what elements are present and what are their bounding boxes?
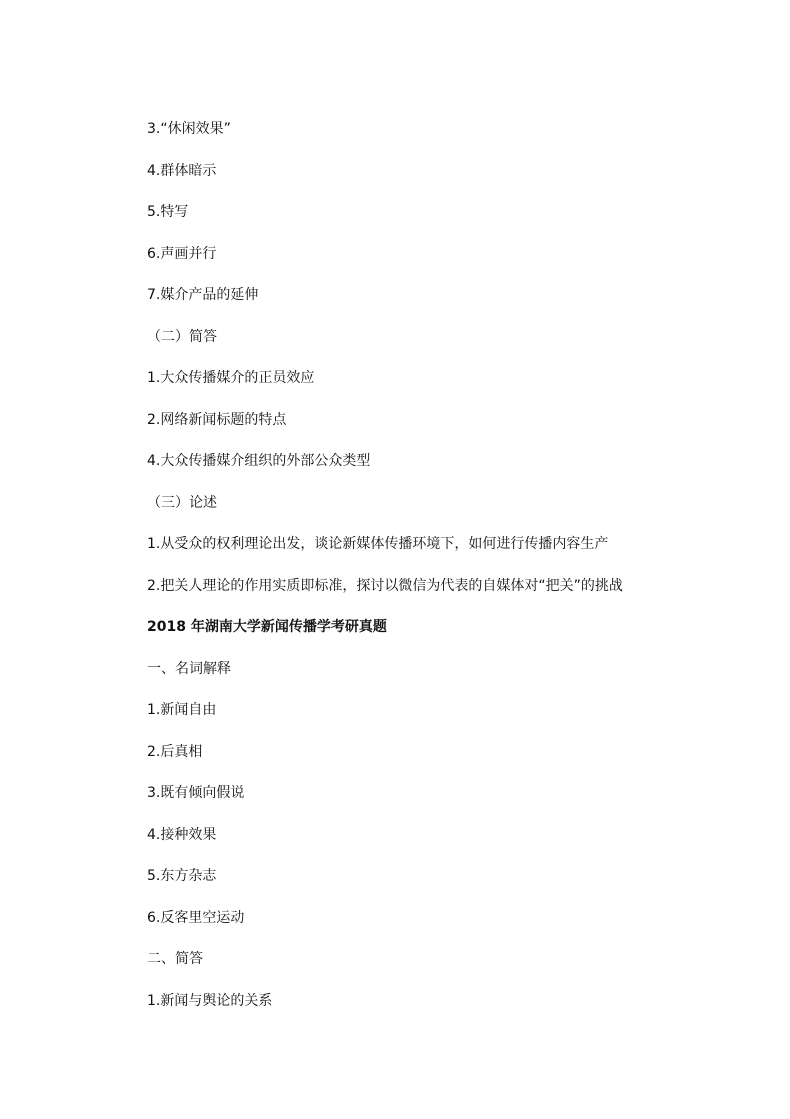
- list-item: 1.新闻与舆论的关系: [147, 992, 273, 1009]
- list-item: 1.从受众的权利理论出发，谈论新媒体传播环境下，如何进行传播内容生产: [147, 536, 609, 552]
- list-item: 2.后真相: [147, 743, 203, 760]
- list-item: 2.把关人理论的作用实质即标准，探讨以微信为代表的自媒体对“把关”的挑战: [147, 577, 623, 594]
- section-heading: 二、简答: [147, 951, 203, 967]
- exam-title: 2018 年湖南大学新闻传播学考研真题: [147, 619, 387, 635]
- list-item: 1.大众传播媒介的正员效应: [147, 370, 315, 386]
- list-item: 4.大众传播媒介组织的外部公众类型: [147, 453, 371, 469]
- list-item: 2.网络新闻标题的特点: [147, 411, 287, 428]
- list-item: 1.新闻自由: [147, 702, 217, 718]
- list-item: 5.东方杂志: [147, 868, 217, 884]
- document-body: [147, 119, 747, 1032]
- list-item: 5.特写: [147, 204, 189, 220]
- list-item: 6.反客里空运动: [147, 909, 245, 926]
- section-heading: （三）论述: [147, 494, 217, 511]
- list-item: 6.声画并行: [147, 245, 217, 262]
- list-item: 3.既有倾向假说: [147, 785, 245, 801]
- list-item: 7.媒介产品的延伸: [147, 287, 259, 303]
- section-heading: 一、名词解释: [147, 660, 231, 677]
- list-item: 4.接种效果: [147, 826, 217, 843]
- section-heading: （二）简答: [147, 328, 217, 345]
- list-item: 3.“休闲效果”: [147, 121, 231, 137]
- list-item: 4.群体暗示: [147, 162, 217, 179]
